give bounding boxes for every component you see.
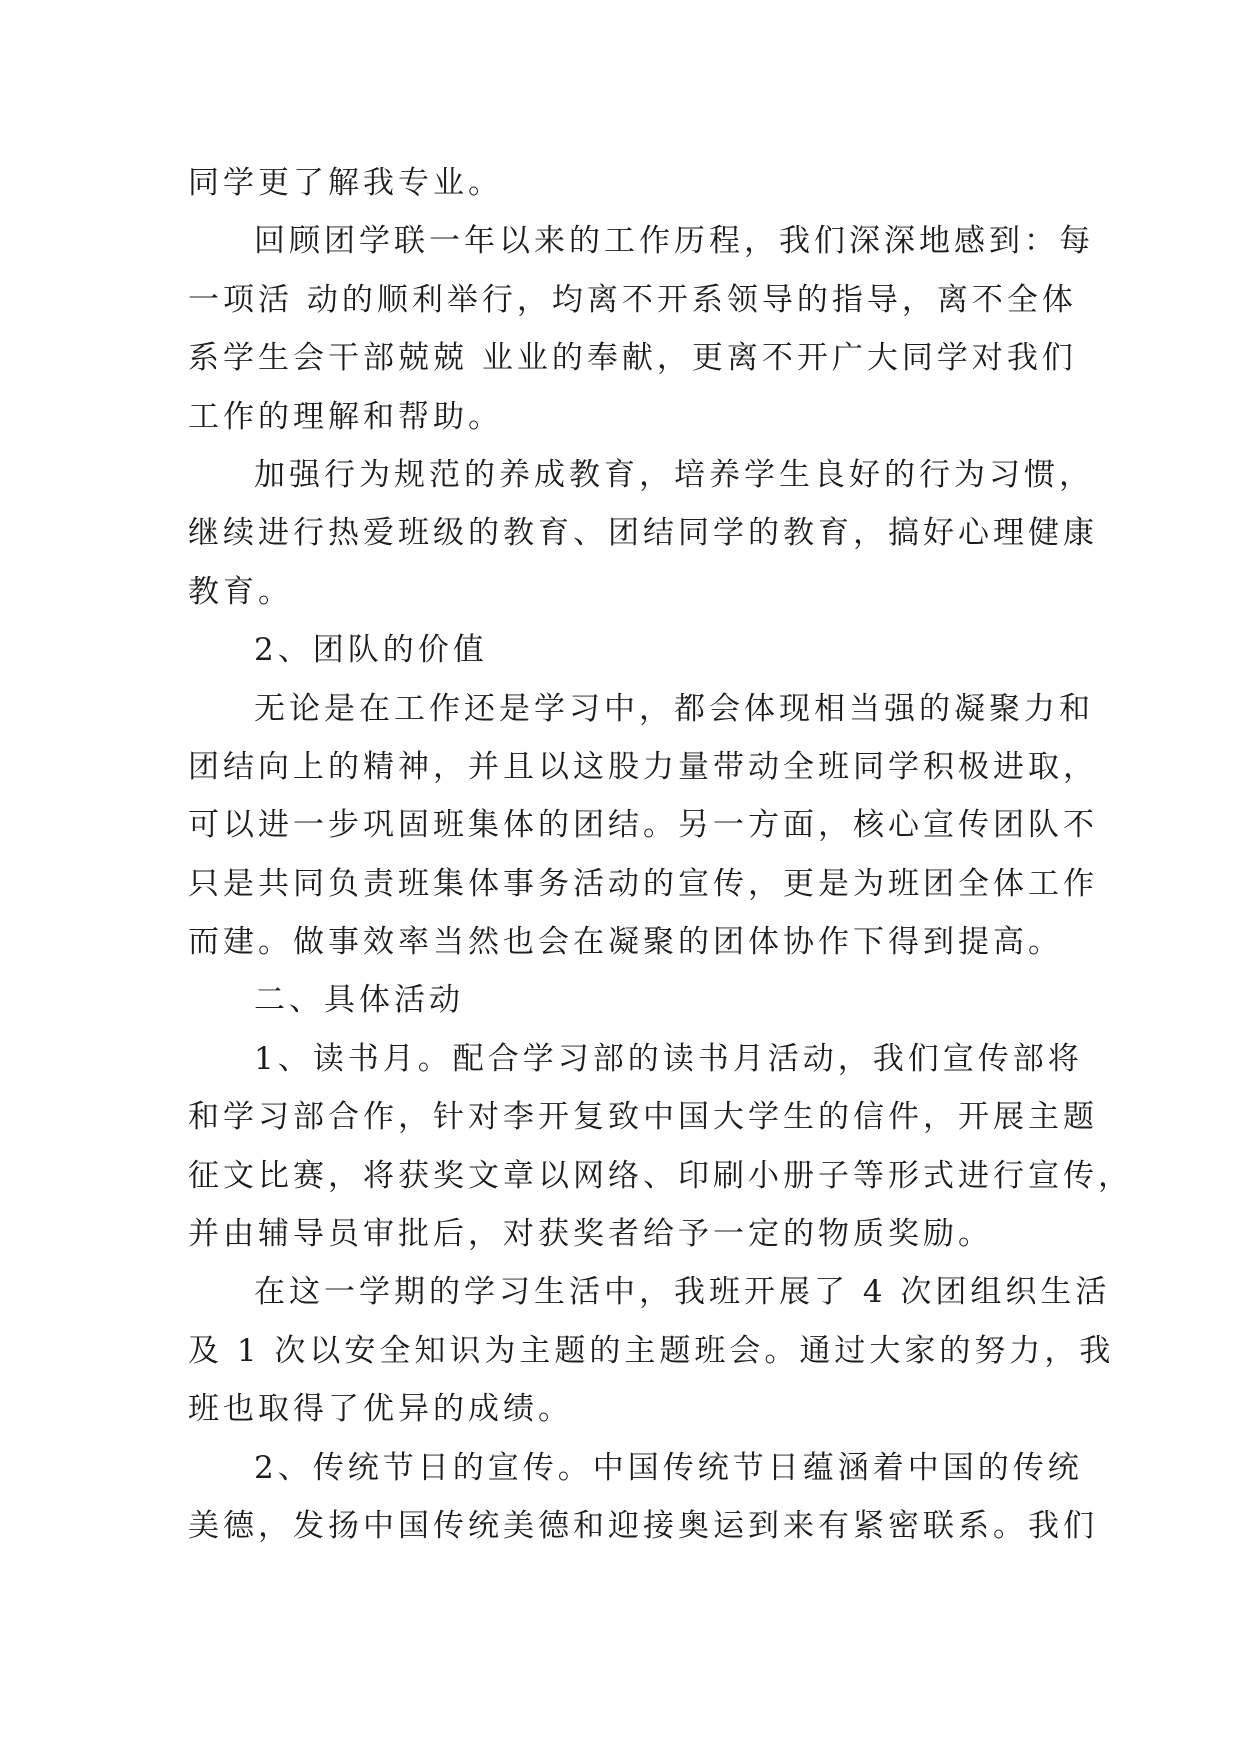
text-line: 团结向上的精神，并且以这股力量带动全班同学积极进取， xyxy=(188,748,1098,785)
text-line: 同学更了解我专业。 xyxy=(188,165,503,201)
text-line: 工作的理解和帮助。 xyxy=(188,398,503,435)
text-line: 一项活 动的顺利举行，均离不开系领导的指导，离不全体 xyxy=(188,281,1077,318)
text-line: 继续进行热爱班级的教育、团结同学的教育，搞好心理健康 xyxy=(188,515,1098,552)
text-line: 而建。做事效率当然也会在凝聚的团体协作下得到提高。 xyxy=(188,924,1063,961)
text-line: 二、具体活动 xyxy=(254,982,464,1019)
text-line: 只是共同负责班集体事务活动的宣传，更是为班团全体工作 xyxy=(188,865,1098,902)
text-line: 征文比赛，将获奖文章以网络、印刷小册子等形式进行宣传， xyxy=(188,1157,1133,1194)
text-line: 及 1 次以安全知识为主题的主题班会。通过大家的努力，我 xyxy=(188,1332,1115,1369)
text-line: 并由辅导员审批后，对获奖者给予一定的物质奖励。 xyxy=(188,1216,993,1253)
text-line: 可以进一步巩固班集体的团结。另一方面，核心宣传团队不 xyxy=(188,807,1098,844)
text-line: 教育。 xyxy=(188,573,293,610)
text-line: 2、传统节日的宣传。中国传统节日蕴涵着中国的传统 xyxy=(254,1449,1083,1486)
text-line: 和学习部合作，针对李开复致中国大学生的信件，开展主题 xyxy=(188,1099,1098,1136)
document-body xyxy=(188,154,1133,1555)
text-line: 加强行为规范的养成教育，培养学生良好的行为习惯， xyxy=(254,456,1094,493)
text-line: 美德，发扬中国传统美德和迎接奥运到来有紧密联系。我们 xyxy=(188,1507,1098,1544)
text-line: 系学生会干部兢兢 业业的奉献，更离不开广大同学对我们 xyxy=(188,340,1077,377)
text-line: 2、团队的价值 xyxy=(254,632,488,669)
text-line: 班也取得了优异的成绩。 xyxy=(188,1391,573,1428)
text-line: 在这一学期的学习生活中，我班开展了 4 次团组织生活 xyxy=(254,1274,1111,1311)
text-line: 无论是在工作还是学习中，都会体现相当强的凝聚力和 xyxy=(254,690,1094,727)
text-line: 回顾团学联一年以来的工作历程，我们深深地感到：每 xyxy=(254,223,1094,260)
text-line: 1、读书月。配合学习部的读书月活动，我们宣传部将 xyxy=(254,1040,1083,1077)
